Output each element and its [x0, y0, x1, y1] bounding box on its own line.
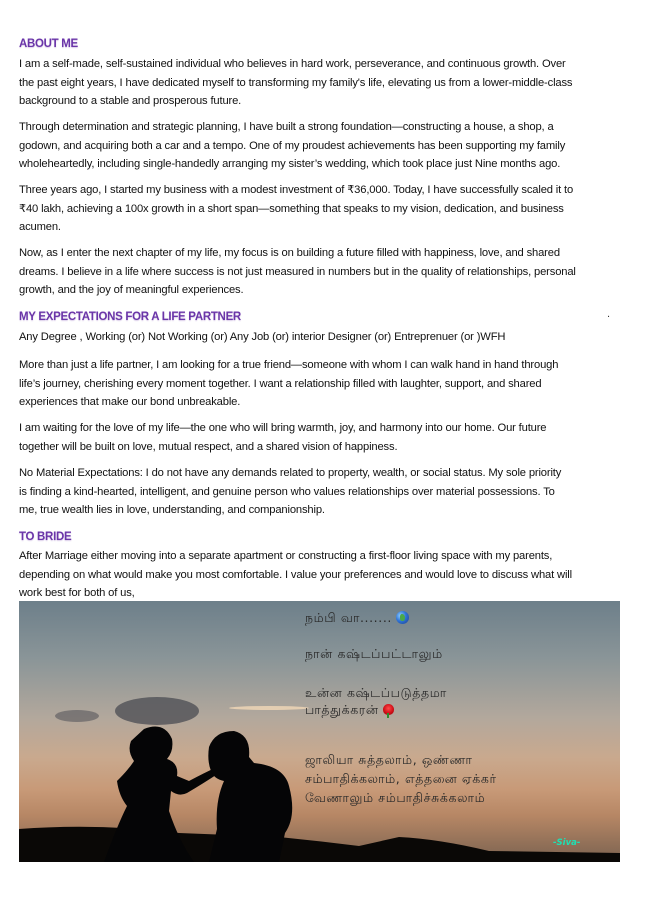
silhouette-art	[19, 601, 620, 862]
heading-expectations: MY EXPECTATIONS FOR A LIFE PARTNER	[19, 311, 241, 323]
heading-about-me: ABOUT ME	[19, 38, 78, 50]
expectations-paragraph-1: More than just a life partner, I am looking for a true friend—someone with whom I can walk hand in hand through life’s journey, cherishing every moment together. I want a relationship filled with laughter, support, and shared experiences that make our bond unbreakable.	[19, 359, 559, 408]
rose-icon	[383, 704, 394, 715]
signature: -Siva-	[553, 838, 581, 848]
about-paragraph-1: I am a self-made, self-sustained individual who believes in hard work, perseverance, and continuous growth. Over the past eight years, I have dedicated myself to transforming my family's life, elevating us from a lower-middle-class background to a stable and prosperous future.	[19, 58, 573, 107]
tamil-line-7: வேணாலும் சம்பாதிச்சுக்கலாம்	[305, 790, 486, 805]
heading-to-bride: TO BRIDE	[19, 531, 72, 543]
tamil-line-4: பாத்துக்கரன்	[305, 701, 394, 718]
expectations-paragraph-2: I am waiting for the love of my life—the one who will bring warmth, joy, and harmony into our home. Our future together will be built on love, mutual respect, and a shared vision of happiness.	[19, 422, 547, 453]
tamil-line-5: ஜாலியா சுத்தலாம், ஒண்ணா	[305, 752, 473, 767]
about-paragraph-3: Three years ago, I started my business with a modest investment of ₹36,000. Today, I have successfully scaled it to ₹40 lakh, achieving a 100x growth in a short span—something that speaks to my vision, dedication, and business acumen.	[19, 184, 574, 233]
couple-silhouette-photo	[19, 601, 620, 862]
cloud	[55, 710, 99, 722]
tamil-line-2: நான் கஷ்டப்பட்டாலும்	[305, 646, 443, 661]
cloud	[115, 697, 199, 725]
tamil-line-6: சம்பாதிக்கலாம், எத்தனை ஏக்கர்	[305, 771, 497, 786]
to-bride-paragraph: After Marriage either moving into a separate apartment or constructing a first-floor living space with my parents, depending on what would make you most comfortable. I value your preferences and would love to discuss what will work best for both of us,	[19, 550, 572, 599]
tamil-line-1: நம்பி வா.......	[305, 609, 409, 626]
about-paragraph-4: Now, as I enter the next chapter of my life, my focus is on building a future filled with happiness, love, and shared dreams. I believe in a life where success is not just measured in numbers but in the quality of relationships, personal growth, and the joy of meaningful experiences.	[19, 247, 576, 296]
trailing-mark: .	[607, 308, 611, 320]
globe-icon	[396, 611, 409, 624]
tamil-line-3: உன்ன கஷ்டப்படுத்தமா	[305, 685, 447, 700]
man-silhouette	[208, 731, 292, 862]
cloud-highlight	[229, 706, 309, 710]
expectations-criteria: Any Degree , Working (or) Not Working (or) Any Job (or) interior Designer (or) Entreprenuer (or )WFH	[19, 331, 506, 343]
expectations-paragraph-3: No Material Expectations: I do not have any demands related to property, wealth, or social status. My sole priority is finding a kind-hearted, intelligent, and genuine person who values relationships over material possessions. To me, true wealth lies in love, understanding, and companionship.	[19, 467, 562, 516]
about-paragraph-2: Through determination and strategic planning, I have built a strong foundation—constructing a house, a shop, a godown, and acquiring both a car and a tempo. One of my proudest achievements has been supporting my family wholeheartedly, including single-handedly arranging my sister’s wedding, which took place just Nine months ago.	[19, 121, 566, 170]
